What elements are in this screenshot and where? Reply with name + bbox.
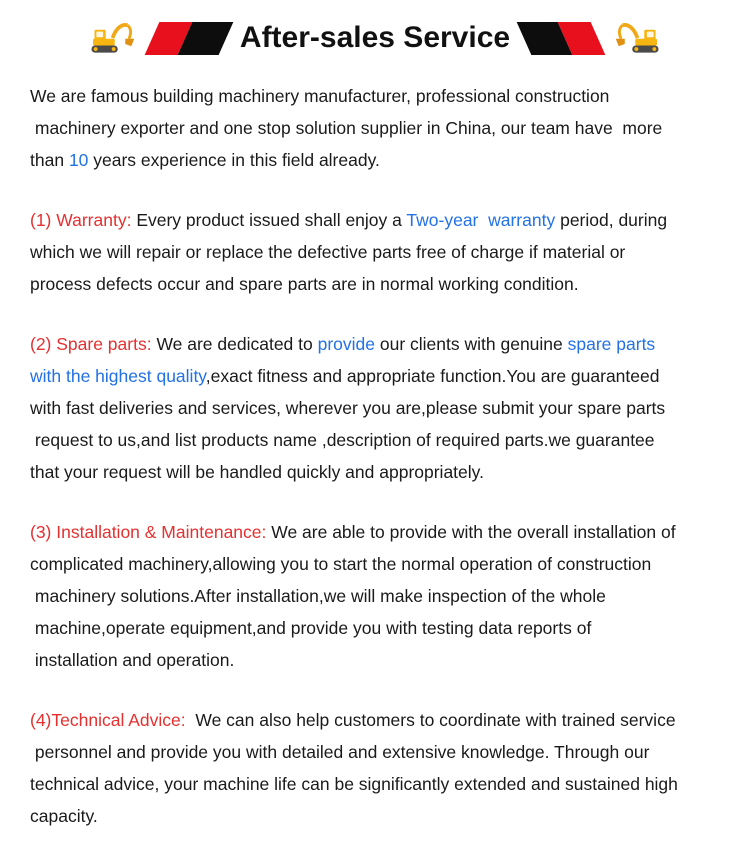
paragraph-warranty	[30, 204, 734, 300]
page-title: After-sales Service	[239, 21, 511, 54]
text-segment: We are dedicated to	[151, 334, 318, 354]
text-segment: with the highest quality	[30, 366, 206, 386]
text-segment: We can also help customers to coordinate with trained service	[185, 710, 676, 730]
paragraph-spare-parts	[30, 328, 734, 488]
text-segment: period, during	[555, 210, 668, 230]
text-segment: We are able to provide with the overall installation of	[266, 522, 676, 542]
text-line	[30, 456, 734, 488]
text-segment: with fast deliveries and services, wherever you are,please submit your spare parts	[30, 398, 666, 418]
text-segment: our clients with genuine	[375, 334, 568, 354]
text-segment: capacity.	[30, 806, 98, 826]
text-segment: ,exact fitness and appropriate function.You are guaranteed	[205, 366, 660, 386]
paragraph-intro	[30, 80, 734, 176]
text-segment: 10	[68, 150, 89, 170]
excavator-icon	[612, 19, 660, 57]
text-line	[30, 392, 734, 424]
text-line	[30, 360, 734, 392]
excavator-icon	[90, 19, 138, 57]
text-line	[30, 424, 734, 456]
text-segment: personnel and provide you with detailed and extensive knowledge. Through our	[30, 742, 650, 762]
text-segment: technical advice, your machine life can be significantly extended and sustained high	[30, 774, 678, 794]
text-segment: (2) Spare parts:	[30, 334, 152, 354]
text-line	[30, 80, 734, 112]
text-segment: We are famous building machinery manufacturer, professional construction	[30, 86, 610, 106]
text-segment: provide	[317, 334, 376, 354]
text-line	[30, 236, 734, 268]
text-segment: Every product issued shall enjoy a	[131, 210, 407, 230]
paragraph-technical-advice	[30, 704, 734, 832]
text-segment: (4)Technical Advice:	[30, 710, 186, 730]
text-line	[30, 144, 734, 176]
speed-stripe-right	[517, 22, 606, 55]
text-segment: Two-year warranty	[406, 210, 556, 230]
text-segment: (3) Installation & Maintenance:	[30, 522, 267, 542]
text-line	[30, 612, 734, 644]
text-segment: machinery solutions.After installation,we will make inspection of the whole	[30, 586, 606, 606]
text-segment: installation and operation.	[30, 650, 235, 670]
text-line	[30, 768, 734, 800]
text-segment: spare parts	[567, 334, 656, 354]
text-segment: than	[30, 150, 69, 170]
text-line	[30, 548, 734, 580]
text-line	[30, 800, 734, 832]
text-segment: (1) Warranty:	[30, 210, 132, 230]
text-line	[30, 516, 734, 548]
service-text-content	[0, 76, 750, 832]
text-line	[30, 204, 734, 236]
text-line	[30, 644, 734, 676]
paragraph-installation-maintenance	[30, 516, 734, 676]
text-segment: process defects occur and spare parts are in normal working condition.	[30, 274, 579, 294]
text-segment: machine,operate equipment,and provide you with testing data reports of	[30, 618, 592, 638]
text-line	[30, 112, 734, 144]
text-segment: that your request will be handled quickly and appropriately.	[30, 462, 484, 482]
text-line	[30, 580, 734, 612]
text-line	[30, 736, 734, 768]
speed-stripe-left	[145, 22, 234, 55]
text-segment: machinery exporter and one stop solution supplier in China, our team have more	[30, 118, 663, 138]
text-segment: complicated machinery,allowing you to start the normal operation of construction	[30, 554, 652, 574]
text-segment: which we will repair or replace the defective parts free of charge if material or	[30, 242, 626, 262]
text-line	[30, 268, 734, 300]
text-segment: years experience in this field already.	[88, 150, 380, 170]
header	[0, 14, 750, 62]
text-line	[30, 328, 734, 360]
text-line	[30, 704, 734, 736]
text-segment: request to us,and list products name ,description of required parts.we guarantee	[30, 430, 655, 450]
